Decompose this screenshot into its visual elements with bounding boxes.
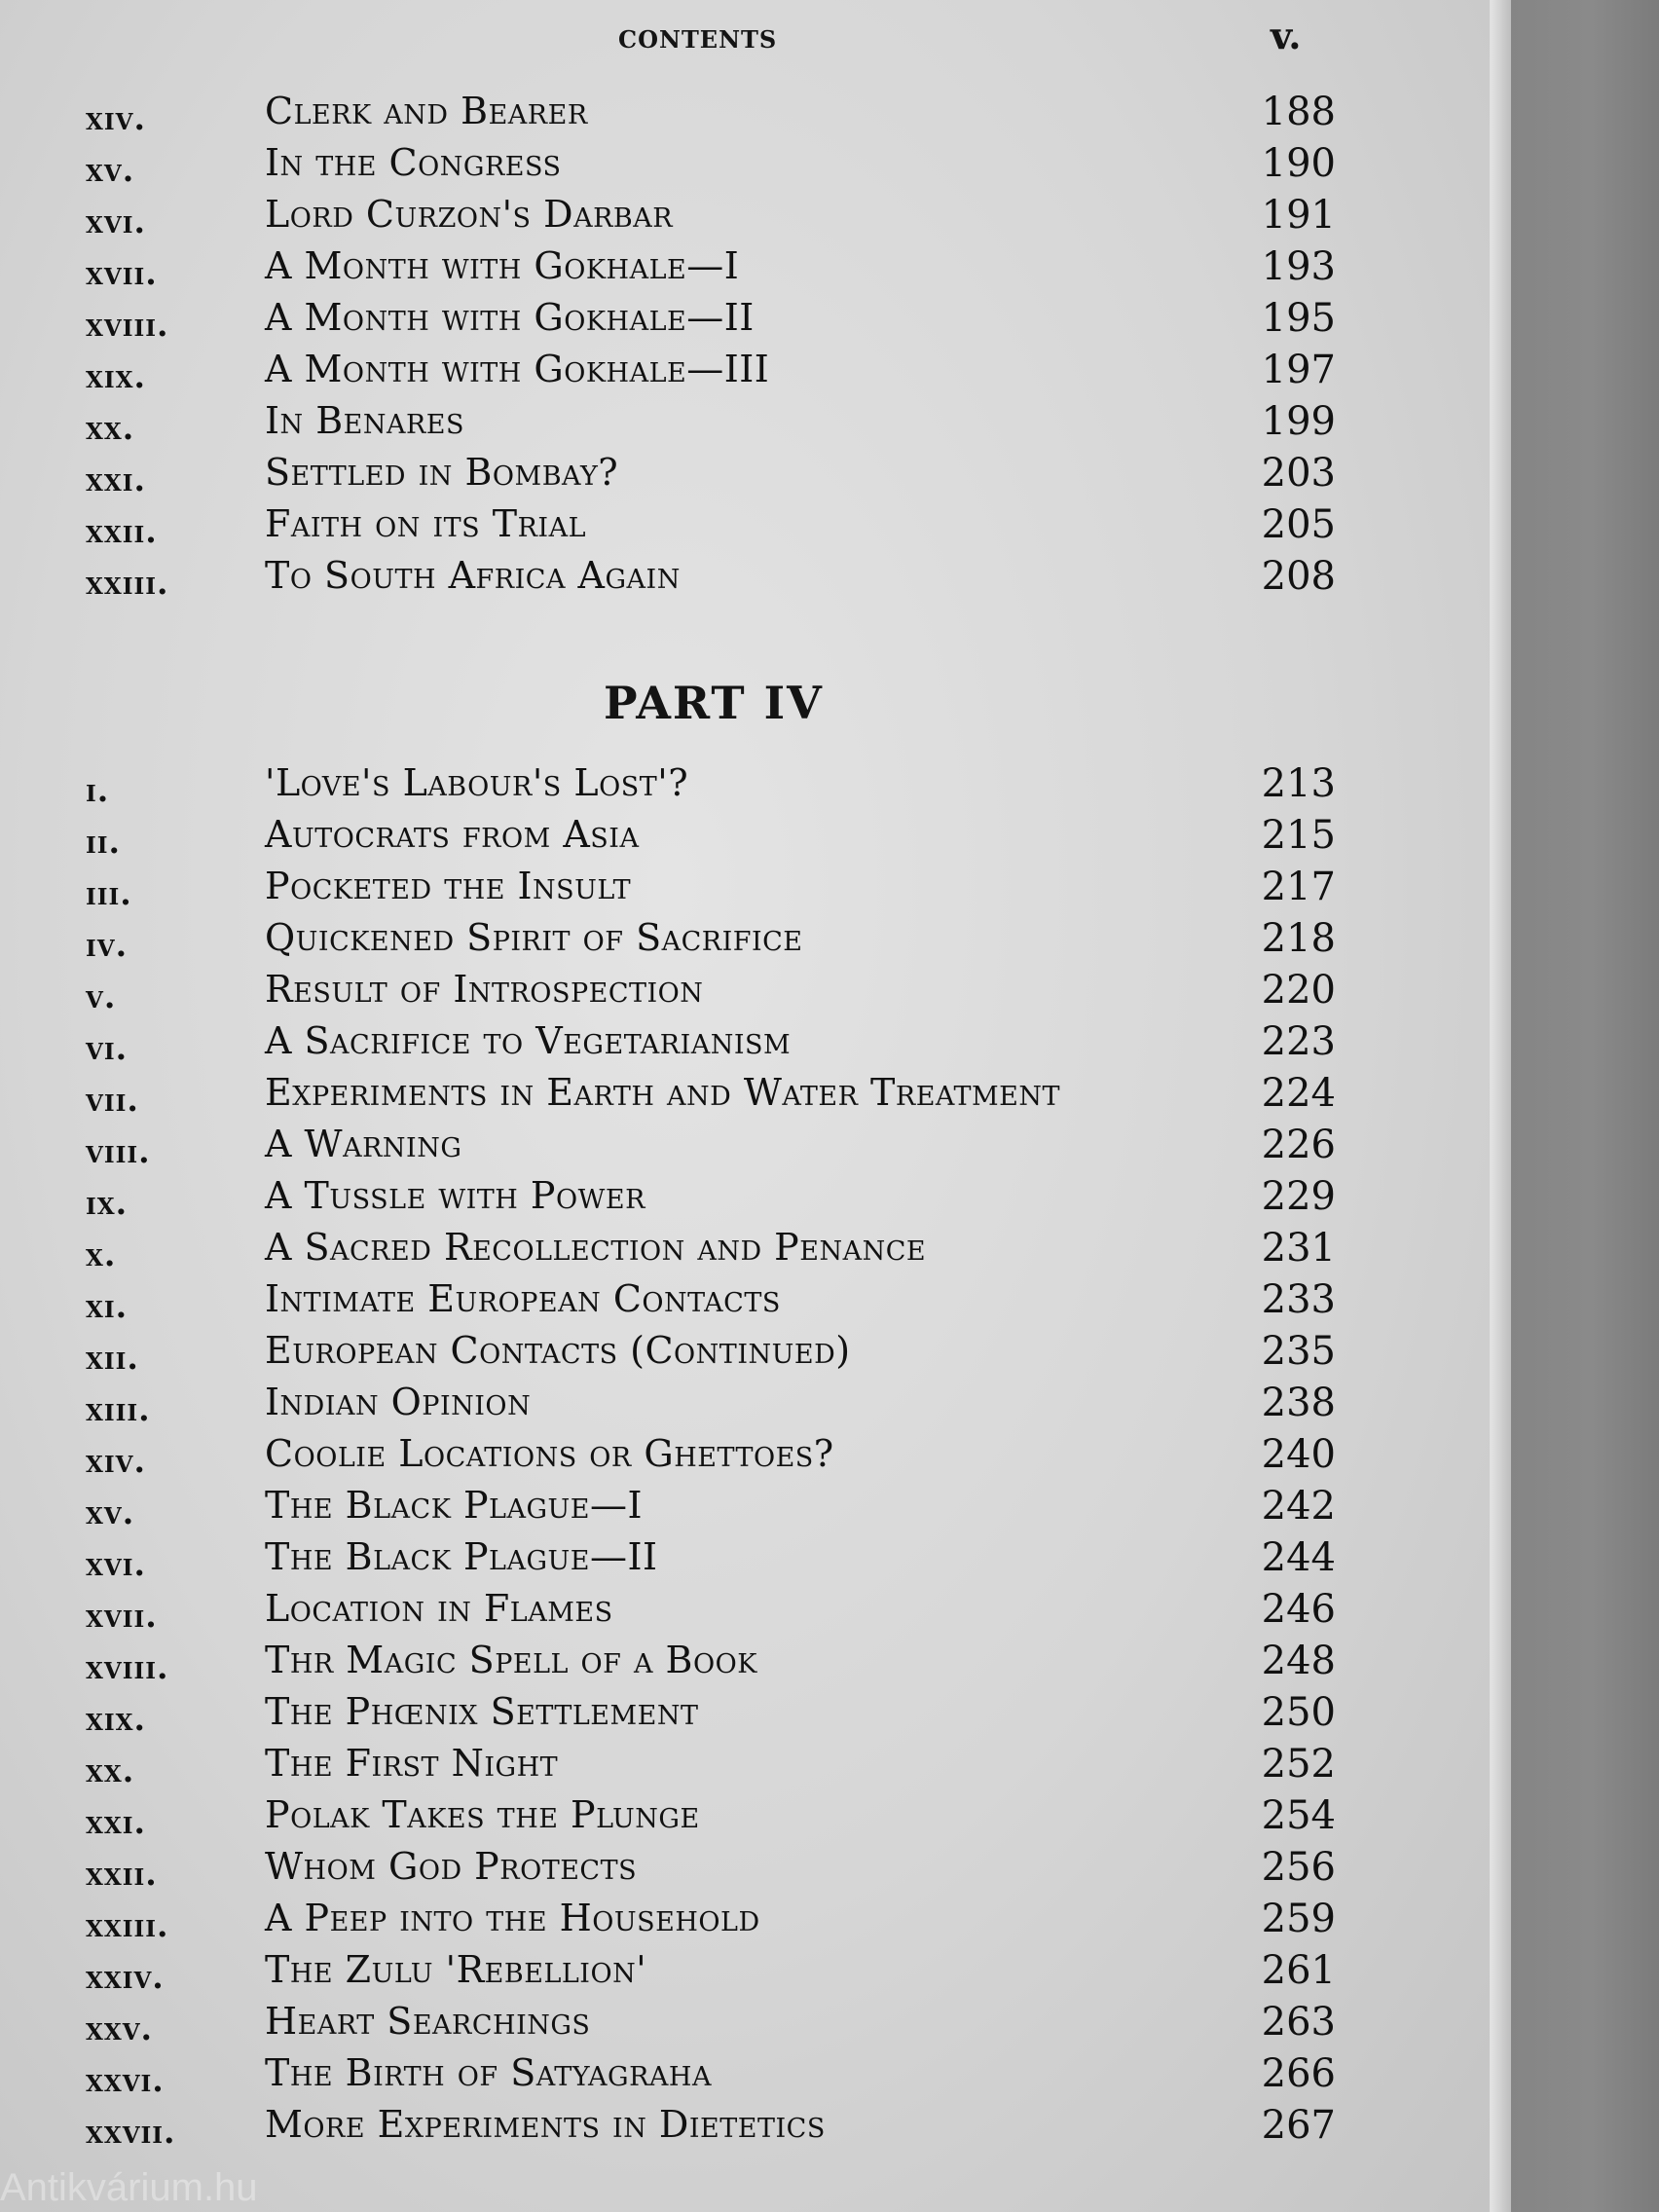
chapter-number: xiv. [86, 99, 146, 137]
chapter-number: xxii. [86, 512, 158, 550]
chapter-number: xxi. [86, 1803, 146, 1841]
chapter-title: The Birth of Satyagraha [265, 2051, 712, 2094]
toc-row [0, 813, 1363, 862]
toc-row [0, 1019, 1363, 1068]
toc-row [0, 1329, 1363, 1378]
toc-row [0, 399, 1363, 448]
toc-row [0, 1277, 1363, 1326]
chapter-page: 248 [1261, 1639, 1336, 1683]
chapter-title: A Peep into the Household [265, 1897, 760, 1939]
toc-row [0, 1742, 1363, 1790]
chapter-title: Indian Opinion [265, 1381, 532, 1423]
toc-row [0, 1535, 1363, 1584]
chapter-page: 246 [1261, 1587, 1336, 1632]
chapter-title: The Phœnix Settlement [265, 1690, 699, 1733]
toc-row [0, 554, 1363, 603]
chapter-page: 238 [1261, 1381, 1336, 1425]
chapter-number: v. [86, 977, 117, 1015]
chapter-number: xx. [86, 409, 135, 447]
page-header [0, 14, 1490, 64]
chapter-number: xviii. [86, 306, 169, 344]
chapter-page: 188 [1261, 90, 1336, 134]
part-iv-heading: PART IV [604, 677, 824, 729]
chapter-page: 235 [1261, 1329, 1336, 1374]
toc-row [0, 1845, 1363, 1894]
watermark: Antikvárium.hu [0, 2166, 258, 2209]
chapter-number: xxvii. [86, 2113, 176, 2151]
chapter-number: xxv. [86, 2009, 154, 2047]
chapter-number: xvii. [86, 254, 158, 292]
chapter-title: To South Africa Again [265, 554, 681, 597]
chapter-number: xv. [86, 1493, 135, 1531]
chapter-page: 215 [1261, 813, 1336, 858]
chapter-number: xxiii. [86, 564, 169, 602]
chapter-page: 233 [1261, 1277, 1336, 1322]
chapter-page: 203 [1261, 451, 1336, 496]
toc-row [0, 451, 1363, 499]
chapter-page: 256 [1261, 1845, 1336, 1890]
chapter-page: 226 [1261, 1123, 1336, 1167]
chapter-page: 254 [1261, 1793, 1336, 1838]
chapter-title: Quickened Spirit of Sacrifice [265, 916, 803, 959]
chapter-number: xvi. [86, 1545, 146, 1583]
toc-row [0, 90, 1363, 138]
chapter-title: A Month with Gokhale—III [265, 348, 770, 390]
chapter-title: Pocketed the Insult [265, 865, 632, 907]
chapter-number: xiii. [86, 1390, 151, 1428]
toc-row [0, 1123, 1363, 1171]
chapter-title: A Warning [265, 1123, 462, 1165]
chapter-title: The First Night [265, 1742, 559, 1785]
chapter-page: 193 [1261, 244, 1336, 289]
chapter-title: The Black Plague—II [265, 1535, 658, 1578]
chapter-title: The Zulu 'Rebellion' [265, 1948, 647, 1991]
chapter-page: 252 [1261, 1742, 1336, 1787]
page-number: v. [1271, 14, 1302, 57]
chapter-title: Faith on its Trial [265, 502, 587, 545]
chapter-title: Heart Searchings [265, 2000, 591, 2043]
toc-row [0, 2000, 1363, 2048]
chapter-page: 208 [1261, 554, 1336, 599]
chapter-page: 244 [1261, 1535, 1336, 1580]
chapter-number: xx. [86, 1751, 135, 1789]
chapter-title: Intimate European Contacts [265, 1277, 781, 1320]
chapter-title: A Sacred Recollection and Penance [265, 1226, 927, 1269]
chapter-title: Whom God Protects [265, 1845, 638, 1888]
chapter-page: 217 [1261, 865, 1336, 909]
chapter-number: x. [86, 1235, 117, 1273]
chapter-page: 229 [1261, 1174, 1336, 1219]
chapter-page: 261 [1261, 1948, 1336, 1993]
chapter-page: 199 [1261, 399, 1336, 444]
chapter-title: Settled in Bombay? [265, 451, 619, 494]
toc-row [0, 1484, 1363, 1532]
toc-row [0, 1381, 1363, 1429]
chapter-page: 218 [1261, 916, 1336, 961]
toc-row [0, 1432, 1363, 1481]
chapter-title: Coolie Locations or Ghettoes? [265, 1432, 834, 1475]
chapter-page: 224 [1261, 1071, 1336, 1116]
chapter-page: 259 [1261, 1897, 1336, 1941]
toc-row [0, 193, 1363, 241]
toc-row [0, 1587, 1363, 1636]
chapter-number: viii. [86, 1132, 151, 1170]
chapter-page: 205 [1261, 502, 1336, 547]
toc-row [0, 1071, 1363, 1120]
chapter-title: Experiments in Earth and Water Treatment [265, 1071, 1060, 1114]
book-gutter [1490, 0, 1659, 2212]
toc-row [0, 244, 1363, 293]
chapter-title: European Contacts (Continued) [265, 1329, 851, 1372]
chapter-number: xvii. [86, 1597, 158, 1635]
toc-row [0, 1226, 1363, 1274]
toc-row [0, 1639, 1363, 1687]
toc-row [0, 141, 1363, 190]
chapter-page: 190 [1261, 141, 1336, 186]
chapter-number: xvi. [86, 203, 146, 240]
toc-row [0, 1948, 1363, 1997]
chapter-number: xxi. [86, 461, 146, 498]
toc-row [0, 2103, 1363, 2152]
toc-row [0, 1897, 1363, 1945]
toc-row [0, 916, 1363, 965]
chapter-title: Thr Magic Spell of a Book [265, 1639, 757, 1681]
chapter-page: 223 [1261, 1019, 1336, 1064]
chapter-number: iii. [86, 874, 132, 912]
chapter-page: 263 [1261, 2000, 1336, 2045]
chapter-number: i. [86, 771, 110, 809]
chapter-title: Lord Curzon's Darbar [265, 193, 674, 236]
toc-row [0, 348, 1363, 396]
chapter-page: 220 [1261, 968, 1336, 1013]
chapter-page: 197 [1261, 348, 1336, 392]
toc-row [0, 2051, 1363, 2100]
chapter-page: 231 [1261, 1226, 1336, 1271]
chapter-number: xi. [86, 1287, 129, 1325]
chapter-title: A Month with Gokhale—I [265, 244, 740, 287]
chapter-title: A Sacrifice to Vegetarianism [265, 1019, 792, 1062]
chapter-page: 267 [1261, 2103, 1336, 2148]
chapter-number: ix. [86, 1184, 129, 1222]
chapter-number: ii. [86, 823, 122, 861]
chapter-title: The Black Plague—I [265, 1484, 643, 1527]
chapter-title: A Tussle with Power [265, 1174, 645, 1217]
chapter-title: In Benares [265, 399, 465, 442]
chapter-title: 'Love's Labour's Lost'? [265, 761, 689, 804]
toc-row [0, 296, 1363, 345]
chapter-title: Clerk and Bearer [265, 90, 588, 132]
chapter-number: xix. [86, 357, 146, 395]
toc-row [0, 502, 1363, 551]
chapter-page: 242 [1261, 1484, 1336, 1529]
chapter-title: In the Congress [265, 141, 562, 184]
chapter-number: iv. [86, 926, 129, 964]
chapter-number: xviii. [86, 1648, 169, 1686]
chapter-page: 266 [1261, 2051, 1336, 2096]
chapter-number: xxiii. [86, 1906, 169, 1944]
chapter-number: xxiv. [86, 1958, 165, 1996]
toc-row [0, 1793, 1363, 1842]
toc-row [0, 1690, 1363, 1739]
chapter-page: 240 [1261, 1432, 1336, 1477]
chapter-number: xv. [86, 151, 135, 189]
chapter-page: 195 [1261, 296, 1336, 341]
chapter-page: 191 [1261, 193, 1336, 238]
chapter-title: Location in Flames [265, 1587, 613, 1630]
chapter-page: 213 [1261, 761, 1336, 806]
chapter-number: xii. [86, 1339, 139, 1377]
chapter-number: xxvi. [86, 2061, 165, 2099]
chapter-title: Autocrats from Asia [265, 813, 640, 856]
chapter-number: xix. [86, 1700, 146, 1738]
chapter-number: xxii. [86, 1855, 158, 1893]
toc-row [0, 761, 1363, 810]
running-head-title: contents [618, 18, 778, 56]
chapter-title: Result of Introspection [265, 968, 704, 1011]
chapter-number: vi. [86, 1029, 129, 1067]
toc-row [0, 865, 1363, 913]
chapter-title: More Experiments in Dietetics [265, 2103, 826, 2146]
chapter-number: xiv. [86, 1442, 146, 1480]
toc-row [0, 968, 1363, 1016]
chapter-title: Polak Takes the Plunge [265, 1793, 700, 1836]
toc-row [0, 1174, 1363, 1223]
chapter-page: 250 [1261, 1690, 1336, 1735]
chapter-title: A Month with Gokhale—II [265, 296, 755, 339]
chapter-number: vii. [86, 1081, 139, 1119]
